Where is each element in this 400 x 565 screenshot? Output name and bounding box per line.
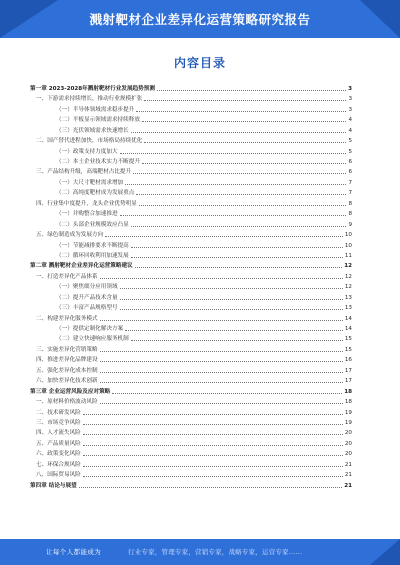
toc-entry-title: （二）循环回收利用加速发展: [56, 252, 129, 259]
toc-entry-page: 3: [348, 85, 352, 92]
toc-entry-page: 6: [348, 169, 352, 176]
toc-entry-title: （一）提供定制化解决方案: [56, 326, 124, 332]
toc-entry[interactable]: [30, 385, 352, 395]
toc-entry-title: 八、国际贸易风险: [36, 472, 81, 479]
toc-entry-title: 四、人才流失风险: [36, 430, 81, 437]
footer-slogan: 让每个人都能成为: [46, 548, 102, 556]
toc-entry[interactable]: [30, 353, 352, 363]
toc-entry-title: 第四章 结论与展望: [30, 482, 77, 489]
toc-leader-dots: [83, 414, 343, 415]
toc-entry-title: 第三章 企业运营风险及应对策略: [30, 388, 111, 395]
toc-entry-title: 一、下游需求持续增长，推动行业规模扩张: [36, 96, 143, 103]
toc-leader-dots: [139, 205, 347, 206]
toc-entry-page: 11: [344, 252, 352, 259]
toc-entry-title: 五、产品质量风险: [36, 440, 81, 447]
toc-entry-page: 7: [348, 179, 352, 186]
toc-entry[interactable]: [30, 145, 352, 155]
toc-entry-title: 一、打造差异化产品体系: [36, 273, 98, 280]
toc-entry[interactable]: [30, 458, 352, 468]
toc-leader-dots: [83, 445, 343, 446]
toc-entry-title: （二）提升产品技术含量: [56, 294, 118, 301]
toc-entry-title: （一）节能减排要求不断提高: [56, 242, 129, 249]
toc-entry-title: 六、政策变化风险: [36, 451, 81, 458]
toc-leader-dots: [157, 90, 346, 91]
toc-entry-page: 19: [344, 409, 352, 416]
toc-leader-dots: [100, 278, 343, 279]
toc-leader-dots: [120, 153, 347, 154]
toc-entry[interactable]: [30, 176, 352, 186]
toc-entry-title: 四、推进差异化品牌建设: [36, 357, 98, 364]
toc-entry-page: 5: [348, 148, 352, 155]
table-of-contents: [30, 82, 352, 489]
toc-entry-title: 第二章 溅射靶材企业差异化运营策略建议: [30, 263, 133, 270]
toc-leader-dots: [100, 403, 343, 404]
toc-leader-dots: [131, 226, 347, 227]
toc-entry[interactable]: [30, 301, 352, 311]
toc-entry-page: 21: [344, 461, 352, 468]
toc-entry[interactable]: [30, 103, 352, 113]
toc-entry[interactable]: [30, 134, 352, 144]
toc-entry[interactable]: [30, 312, 352, 322]
toc-leader-dots: [83, 466, 343, 467]
toc-entry-page: 18: [344, 399, 352, 406]
toc-entry-page: 14: [344, 315, 352, 322]
toc-entry-page: 12: [344, 284, 352, 291]
toc-entry-title: 二、技术研发风险: [36, 409, 81, 416]
toc-leader-dots: [131, 132, 347, 133]
toc-heading: 内容目录: [173, 56, 226, 70]
toc-entry[interactable]: [30, 322, 352, 332]
toc-entry-title: 四、行业集中度提升，龙头企业优势明显: [36, 200, 137, 207]
toc-entry-page: 8: [348, 211, 352, 218]
toc-entry-page: 10: [344, 242, 352, 249]
toc-leader-dots: [83, 434, 343, 435]
toc-entry[interactable]: [30, 437, 352, 447]
toc-entry-page: 12: [344, 273, 352, 280]
toc-leader-dots: [112, 393, 342, 394]
toc-entry[interactable]: [30, 186, 352, 196]
toc-entry[interactable]: [30, 291, 352, 301]
toc-entry-title: 第一章 2023-2028年溅射靶材行业发展趋势预测: [30, 85, 155, 92]
toc-entry-title: 三、实施差异化营销策略: [36, 346, 98, 353]
toc-leader-dots: [100, 351, 343, 352]
report-title: 溅射靶材企业差异化运营策略研究报告: [89, 12, 311, 27]
toc-entry-page: 16: [344, 357, 352, 364]
toc-entry-page: 19: [344, 419, 352, 426]
toc-leader-dots: [120, 215, 347, 216]
toc-leader-dots: [83, 476, 343, 477]
toc-entry[interactable]: [30, 447, 352, 457]
toc-leader-dots: [83, 424, 343, 425]
toc-entry-title: （二）建立快速响应服务机制: [56, 336, 129, 343]
toc-entry-title: （二）头部企业规模效应凸显: [56, 221, 129, 228]
toc-entry[interactable]: [30, 333, 352, 343]
toc-entry-title: 三、市场竞争风险: [36, 419, 81, 426]
toc-entry[interactable]: [30, 155, 352, 165]
toc-entry-title: （一）半导体领域需求稳步提升: [56, 106, 135, 113]
toc-leader-dots: [131, 340, 343, 341]
toc-entry-title: （一）并购整合加速推进: [56, 211, 118, 218]
toc-entry[interactable]: [30, 249, 352, 259]
toc-entry[interactable]: [30, 468, 352, 478]
toc-entry-page: 21: [344, 482, 352, 489]
toc-leader-dots: [125, 330, 343, 331]
toc-leader-dots: [131, 257, 343, 258]
footer-tagline: 行业专家，管理专家，营销专家，战略专家，运营专家……: [128, 548, 303, 556]
toc-entry[interactable]: [30, 207, 352, 217]
toc-entry[interactable]: [30, 228, 352, 238]
toc-entry-title: （一）大尺寸靶材需求增加: [56, 179, 124, 186]
toc-entry-page: 18: [344, 388, 352, 395]
toc-entry-page: 15: [344, 336, 352, 343]
toc-leader-dots: [142, 121, 347, 122]
toc-leader-dots: [120, 288, 343, 289]
toc-entry-page: 13: [344, 294, 352, 301]
toc-entry[interactable]: [30, 197, 352, 207]
toc-leader-dots: [79, 487, 343, 488]
toc-entry-title: （三）光伏领域需求快速增长: [56, 127, 129, 134]
toc-entry[interactable]: [30, 166, 352, 176]
toc-entry[interactable]: [30, 406, 352, 416]
toc-entry-title: 五、绿色制造成为发展方向: [36, 232, 104, 239]
toc-entry-title: 三、产品结构升级，高端靶材占比提升: [36, 169, 132, 176]
report-footer-banner: [0, 539, 400, 565]
toc-entry-page: 15: [344, 346, 352, 353]
toc-entry-page: 4: [348, 127, 352, 134]
toc-leader-dots: [136, 111, 346, 112]
toc-leader-dots: [100, 320, 343, 321]
toc-entry[interactable]: [30, 416, 352, 426]
toc-leader-dots: [131, 247, 343, 248]
toc-leader-dots: [136, 194, 346, 195]
toc-entry-title: （一）政策支持力度加大: [56, 148, 118, 155]
toc-entry[interactable]: [30, 270, 352, 280]
report-header-banner: [0, 0, 400, 38]
toc-entry-page: 8: [348, 200, 352, 207]
toc-entry[interactable]: [30, 124, 352, 134]
toc-entry-page: 21: [344, 472, 352, 479]
toc-entry-title: （二）高纯度靶材成为发展重点: [56, 190, 135, 197]
toc-entry[interactable]: [30, 218, 352, 228]
toc-entry-page: 13: [344, 305, 352, 312]
toc-entry[interactable]: [30, 259, 352, 269]
footer-corner-decoration: [370, 539, 400, 565]
toc-leader-dots: [83, 455, 343, 456]
toc-entry-title: （二）平板显示领域需求持续释放: [56, 117, 140, 124]
toc-entry[interactable]: [30, 426, 352, 436]
toc-entry-title: 二、国产替代进程加快，市场格局持续优化: [36, 138, 143, 145]
toc-leader-dots: [144, 142, 346, 143]
toc-entry[interactable]: [30, 92, 352, 102]
toc-leader-dots: [135, 267, 343, 268]
toc-entry-page: 3: [348, 106, 352, 113]
toc-entry-page: 4: [348, 117, 352, 124]
toc-leader-dots: [142, 163, 347, 164]
toc-leader-dots: [133, 173, 346, 174]
toc-entry[interactable]: [30, 82, 352, 92]
toc-entry-page: 10: [344, 232, 352, 239]
toc-entry-page: 20: [344, 451, 352, 458]
toc-entry[interactable]: [30, 280, 352, 290]
toc-entry-title: （二）本土企业技术实力不断提升: [56, 159, 140, 165]
toc-entry-title: （三）丰富产品规格型号: [56, 305, 118, 312]
toc-entry-page: 17: [344, 378, 352, 385]
toc-entry-page: 6: [348, 159, 352, 165]
toc-leader-dots: [120, 299, 343, 300]
toc-leader-dots: [105, 236, 343, 237]
toc-entry-page: 3: [348, 96, 352, 103]
toc-entry-page: 14: [344, 326, 352, 332]
toc-entry-page: 9: [348, 221, 352, 228]
toc-leader-dots: [100, 361, 343, 362]
toc-entry-title: 一、原材料价格波动风险: [36, 399, 98, 406]
toc-entry-page: 20: [344, 440, 352, 447]
toc-leader-dots: [100, 372, 343, 373]
toc-entry-title: 七、环保合规风险: [36, 461, 81, 468]
toc-entry-page: 7: [348, 190, 352, 197]
toc-entry-page: 5: [348, 138, 352, 145]
toc-entry-page: 17: [344, 367, 352, 374]
toc-leader-dots: [120, 309, 343, 310]
toc-leader-dots: [100, 382, 343, 383]
toc-entry-title: （一）聚焦细分应用领域: [56, 284, 118, 291]
toc-leader-dots: [144, 100, 346, 101]
toc-entry-title: 六、加快差异化技术创新: [36, 378, 98, 385]
toc-entry[interactable]: [30, 343, 352, 353]
toc-entry-page: 12: [344, 263, 352, 270]
toc-entry[interactable]: [30, 364, 352, 374]
toc-entry-title: 五、强化差异化成本控制: [36, 367, 98, 374]
toc-entry[interactable]: [30, 395, 352, 405]
toc-entry[interactable]: [30, 479, 352, 489]
toc-entry-page: 20: [344, 430, 352, 437]
toc-entry[interactable]: [30, 374, 352, 384]
toc-entry[interactable]: [30, 113, 352, 123]
toc-leader-dots: [125, 184, 346, 185]
toc-entry-title: 二、构建差异化服务模式: [36, 315, 98, 322]
toc-entry[interactable]: [30, 239, 352, 249]
